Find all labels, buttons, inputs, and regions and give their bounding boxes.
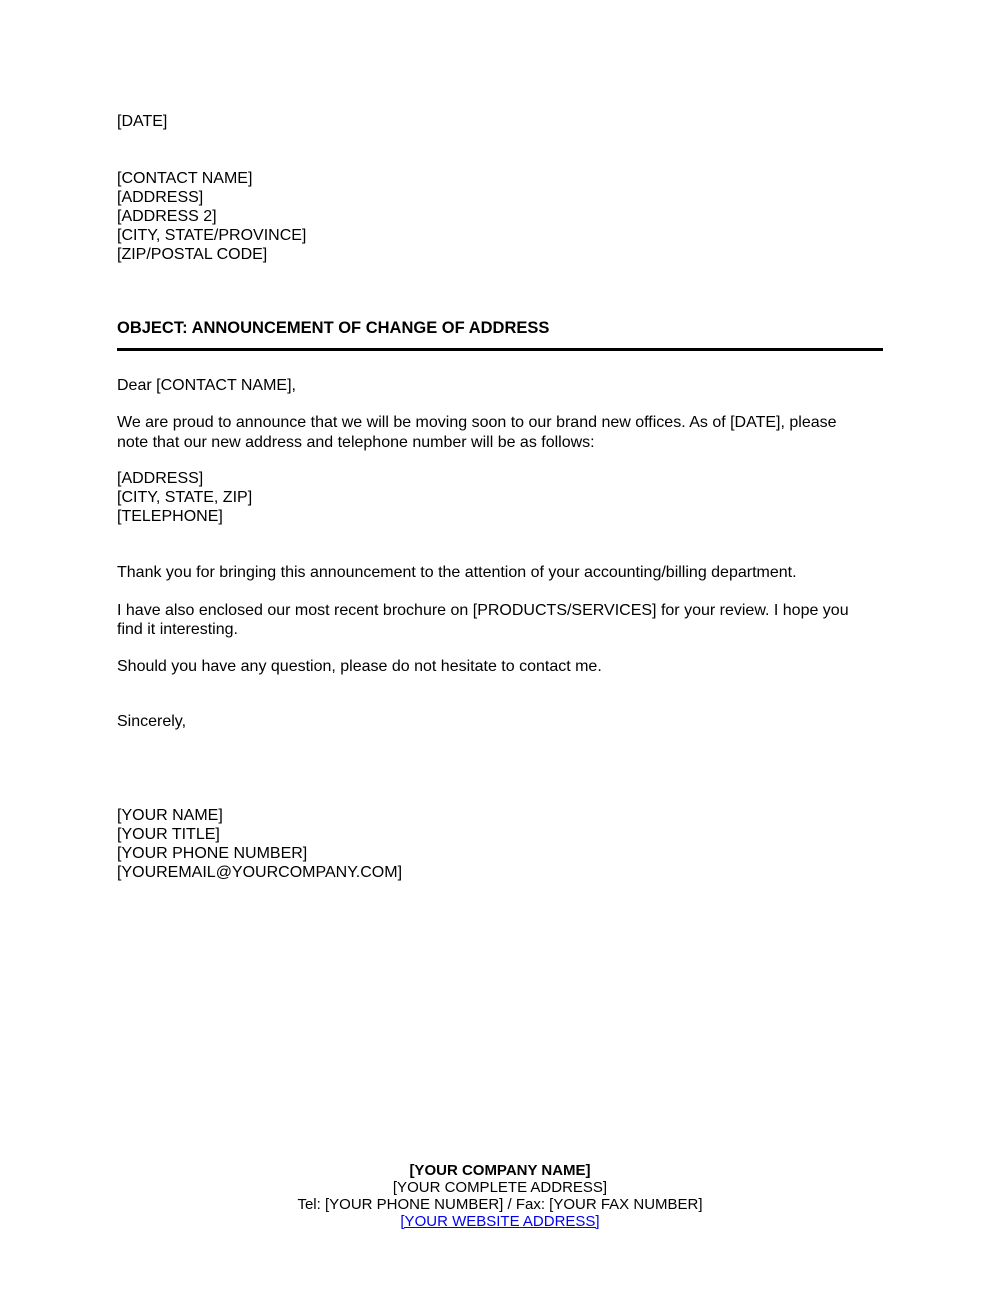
paragraph-line: note that our new address and telephone number will be as follows: [117,433,595,451]
recipient-line: [CITY, STATE/PROVINCE] [117,227,307,244]
paragraph-line: We are proud to announce that we will be moving soon to our brand new offices. As of [DATE], please [117,414,837,431]
recipient-line: [ADDRESS] [117,189,204,206]
footer-phone-fax: Tel: [YOUR PHONE NUMBER] / Fax: [YOUR FAX NUMBER] [297,1196,703,1213]
paragraph-contact: Should you have any question, please do not hesitate to contact me. [117,658,602,675]
subject-heading: OBJECT: ANNOUNCEMENT OF CHANGE OF ADDRESS [117,319,550,337]
footer [0,1162,1000,1230]
paragraph-line: find it interesting. [117,621,238,638]
new-address-block [117,469,252,526]
website-link[interactable]: [YOUR WEBSITE ADDRESS] [400,1213,600,1230]
paragraph-thank-you: Thank you for bringing this announcement to the attention of your accounting/billing department. [117,564,797,581]
signature-name: [YOUR NAME] [117,807,223,824]
recipient-line: [ADDRESS 2] [117,208,217,225]
recipient-block [117,169,306,264]
new-address-line: [CITY, STATE, ZIP] [117,489,253,506]
recipient-line: [CONTACT NAME] [117,170,253,187]
signature-email: [YOUREMAIL@YOURCOMPANY.COM] [117,864,403,881]
signature-title: [YOUR TITLE] [117,826,220,843]
closing: Sincerely, [117,713,187,730]
paragraph-brochure [117,601,849,639]
recipient-line: [ZIP/POSTAL CODE] [117,246,268,263]
new-address-line: [ADDRESS] [117,470,204,487]
paragraph-announcement [117,413,837,452]
salutation: Dear [CONTACT NAME], [117,377,296,394]
signature-block [117,806,402,882]
footer-company-name: [YOUR COMPANY NAME] [409,1162,591,1179]
date-line: [DATE] [117,113,168,130]
footer-address: [YOUR COMPLETE ADDRESS] [392,1179,608,1196]
new-address-line: [TELEPHONE] [117,508,223,525]
subject-divider [117,348,883,351]
paragraph-line: I have also enclosed our most recent brochure on [PRODUCTS/SERVICES] for your review. I hope you [117,602,849,619]
signature-phone: [YOUR PHONE NUMBER] [117,845,308,862]
